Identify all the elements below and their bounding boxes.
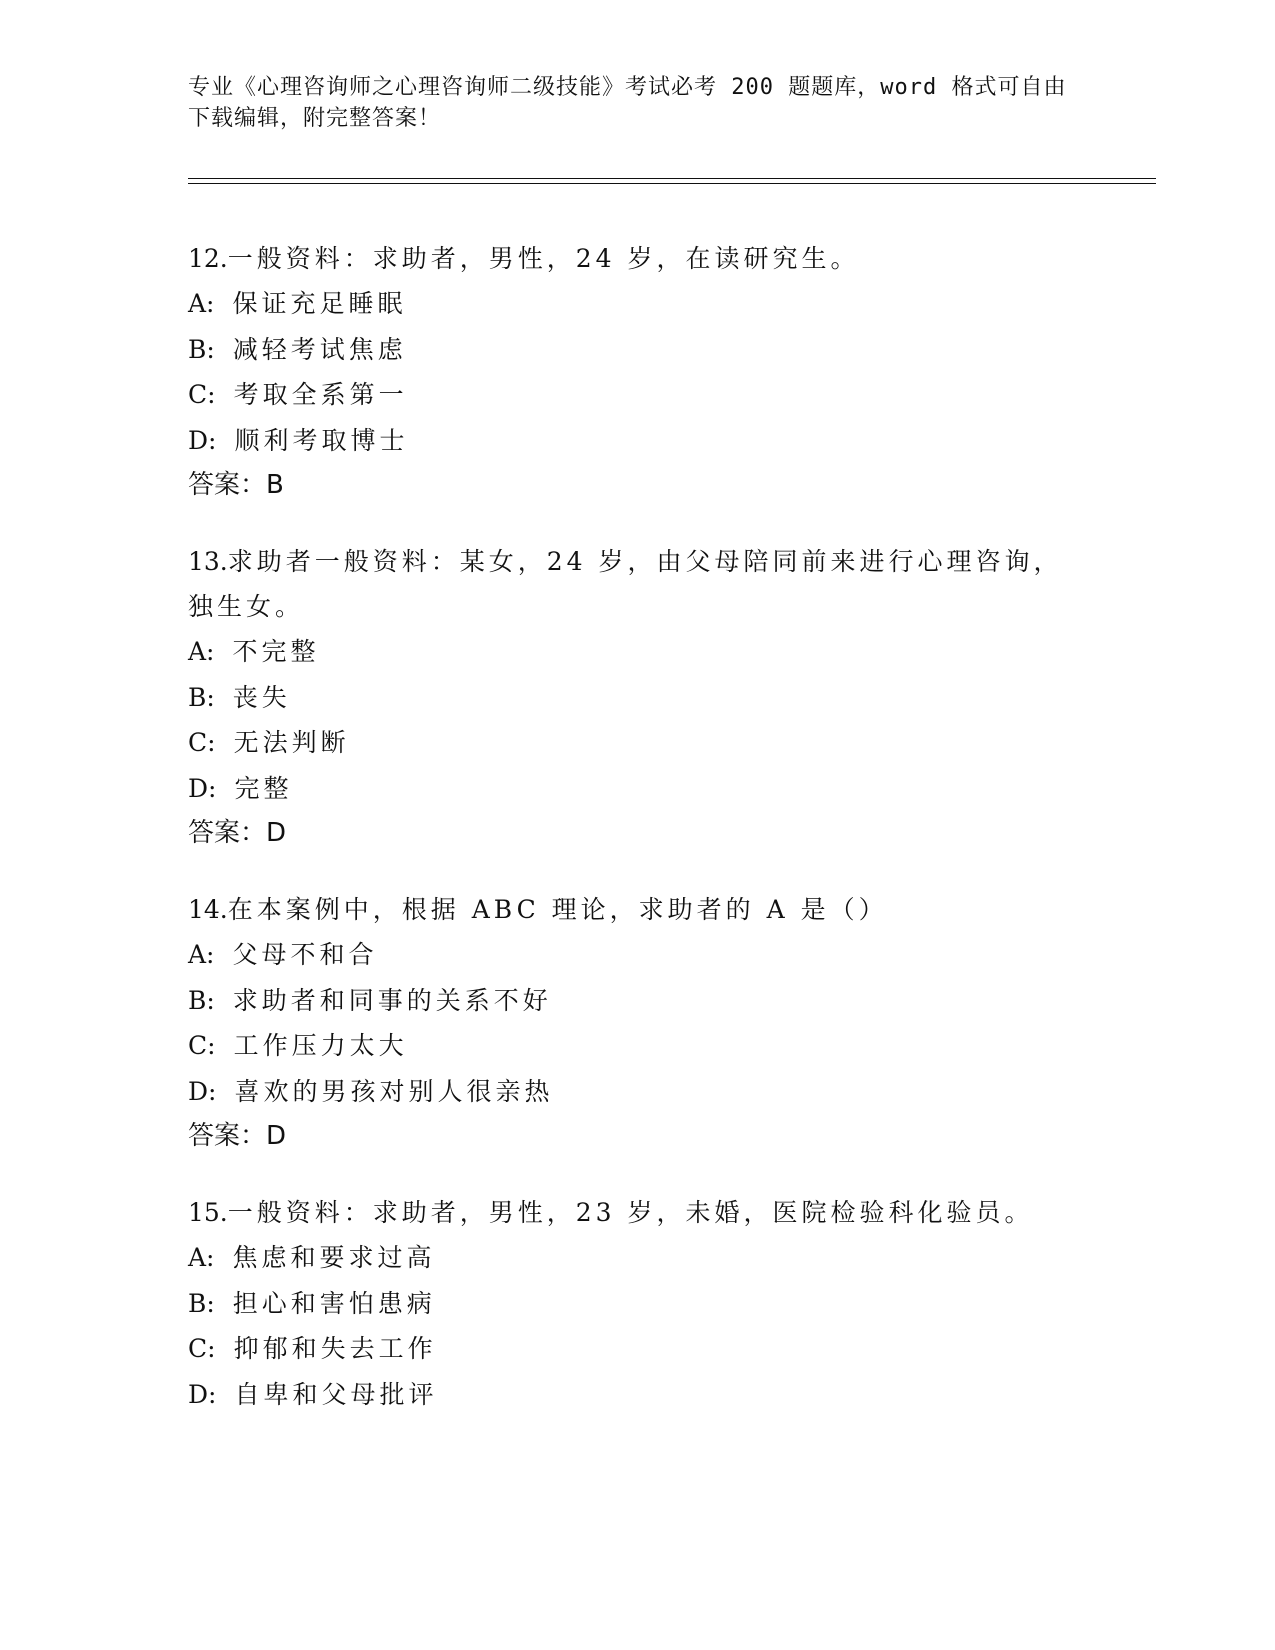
- question-text: 在本案例中，根据 ABC 理论，求助者的 A 是（）: [227, 895, 888, 924]
- question-list: [188, 236, 1088, 1448]
- option-letter: B:: [188, 682, 215, 712]
- option-letter: C:: [188, 1031, 216, 1060]
- option-text: 减轻考试焦虑: [232, 334, 407, 364]
- option-text: 喜欢的男孩对别人很亲热: [234, 1076, 554, 1106]
- option-letter: D:: [188, 1076, 217, 1106]
- option-text: 抑郁和失去工作: [233, 1334, 437, 1363]
- answer: 答案：D: [188, 818, 287, 848]
- option-text: 焦虑和要求过高: [232, 1243, 436, 1272]
- option-d: [188, 1372, 1088, 1418]
- option-letter: A:: [188, 637, 215, 666]
- option-d: [188, 418, 1088, 464]
- question-stem: [188, 1190, 1088, 1235]
- option-text: 担心和害怕患病: [232, 1288, 436, 1318]
- option-a: [188, 932, 1088, 978]
- question-text: 一般资料：求助者，男性，24 岁，在读研究生。: [227, 244, 860, 273]
- option-letter: A:: [188, 1243, 215, 1272]
- option-letter: D:: [188, 425, 217, 455]
- option-text: 丧失: [232, 682, 291, 712]
- option-letter: B:: [188, 985, 215, 1015]
- option-a: [188, 281, 1088, 327]
- question-stem: [188, 887, 1088, 932]
- option-b: [188, 978, 1088, 1024]
- question-text: 求助者一般资料：某女，24 岁，由父母陪同前来进行心理咨询，独生女。: [188, 547, 1063, 621]
- option-d: [188, 766, 1088, 812]
- option-text: 无法判断: [233, 728, 350, 757]
- option-letter: D:: [188, 773, 217, 803]
- question-14: [188, 887, 1088, 1159]
- option-letter: A:: [188, 289, 215, 318]
- option-letter: D:: [188, 1379, 217, 1409]
- option-text: 工作压力太大: [233, 1031, 408, 1060]
- option-text: 不完整: [232, 637, 320, 666]
- option-c: [188, 720, 1088, 766]
- question-text: 一般资料：求助者，男性，23 岁，未婚，医院检验科化验员。: [227, 1198, 1034, 1227]
- question-15: [188, 1190, 1088, 1417]
- question-stem: [188, 539, 1088, 629]
- option-text: 完整: [234, 773, 293, 803]
- question-number: 15.: [188, 1198, 228, 1227]
- header-divider-bottom: [188, 183, 1156, 184]
- answer: 答案：B: [188, 470, 284, 500]
- option-letter: B:: [188, 1288, 215, 1318]
- option-text: 顺利考取博士: [234, 425, 409, 455]
- option-letter: C:: [188, 728, 216, 757]
- option-c: [188, 1326, 1088, 1372]
- option-b: [188, 675, 1088, 721]
- option-a: [188, 629, 1088, 675]
- option-text: 保证充足睡眠: [232, 289, 407, 318]
- option-text: 父母不和合: [232, 940, 378, 969]
- option-a: [188, 1235, 1088, 1281]
- document-header: 专业《心理咨询师之心理咨询师二级技能》考试必考 200 题题库，word 格式可自由下载编辑，附完整答案！: [188, 75, 1067, 131]
- option-b: [188, 327, 1088, 373]
- option-b: [188, 1281, 1088, 1327]
- option-text: 考取全系第一: [233, 380, 408, 409]
- option-letter: C:: [188, 1334, 216, 1363]
- header-divider-top: [188, 178, 1156, 179]
- option-text: 求助者和同事的关系不好: [232, 985, 552, 1015]
- question-number: 12.: [188, 244, 228, 273]
- question-stem: [188, 236, 1088, 281]
- option-letter: B:: [188, 334, 215, 364]
- option-c: [188, 372, 1088, 418]
- option-d: [188, 1069, 1088, 1115]
- option-letter: A:: [188, 940, 215, 969]
- option-c: [188, 1023, 1088, 1069]
- question-12: [188, 236, 1088, 508]
- question-number: 13.: [188, 547, 228, 576]
- question-number: 14.: [188, 895, 228, 924]
- option-text: 自卑和父母批评: [234, 1379, 438, 1409]
- question-13: [188, 539, 1088, 856]
- option-letter: C:: [188, 380, 216, 409]
- answer: 答案：D: [188, 1121, 287, 1151]
